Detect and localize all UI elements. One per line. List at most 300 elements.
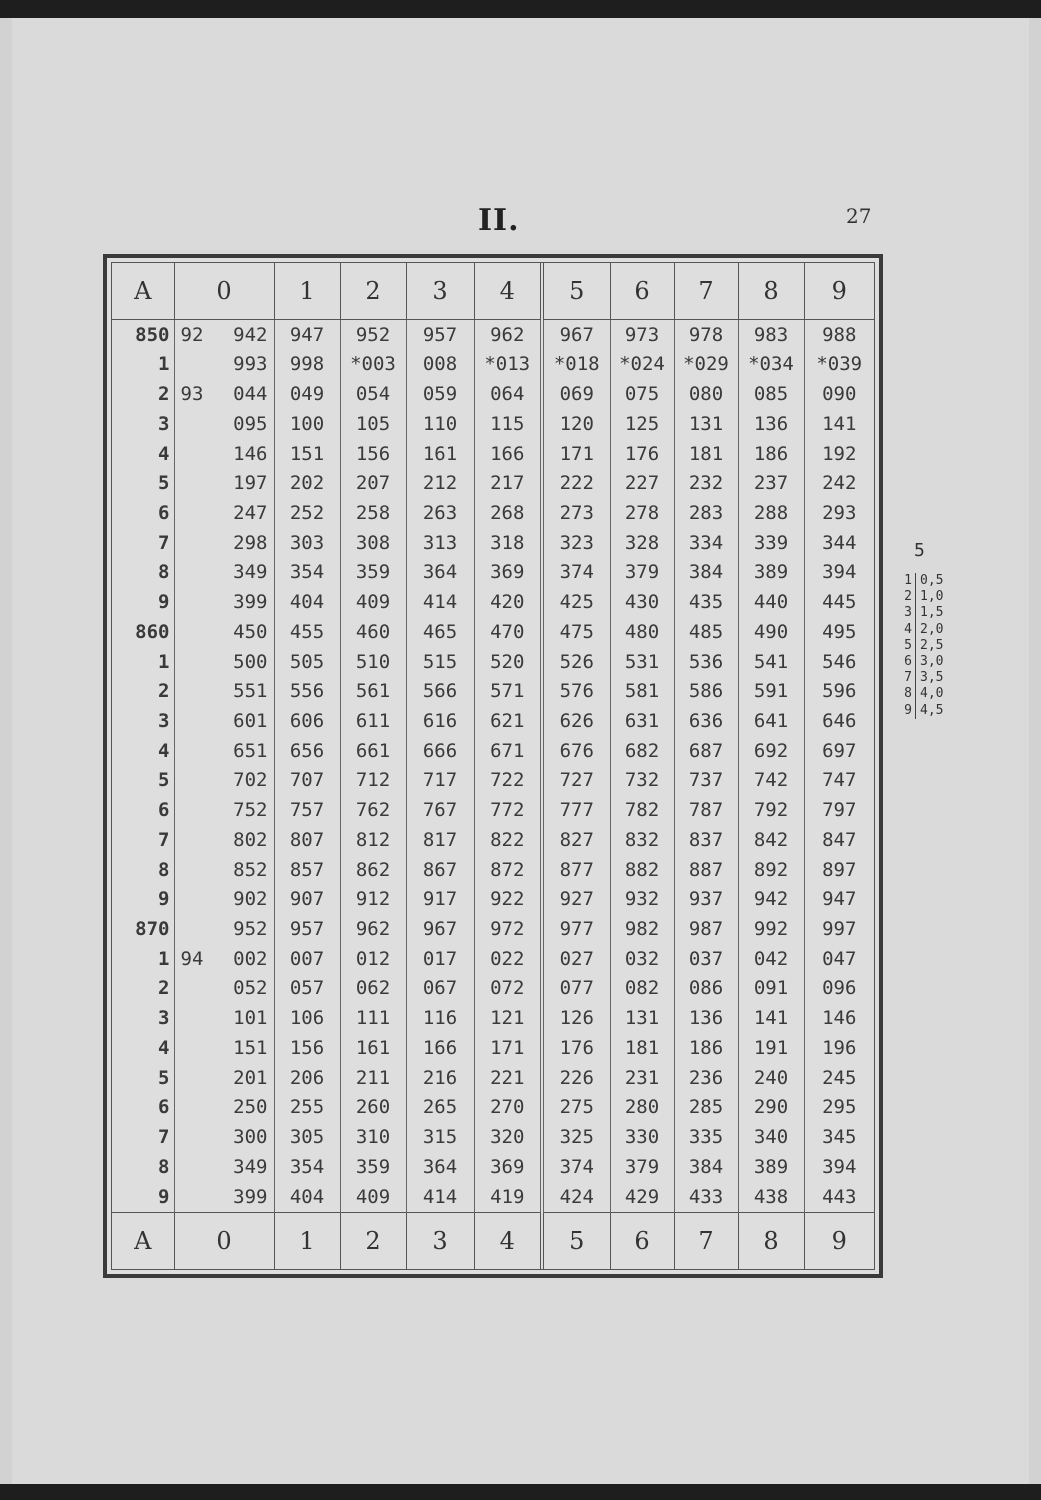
table-row	[112, 855, 874, 885]
mantissa-cell: 106	[274, 1004, 340, 1034]
mantissa-cell: *029	[674, 350, 738, 380]
mantissa-value: 802	[233, 828, 268, 851]
mantissa-cell: 017	[406, 944, 474, 974]
proportional-part-value: 4,0	[920, 686, 944, 702]
mantissa-cell	[174, 439, 274, 469]
row-argument: 7	[158, 828, 170, 851]
row-argument: 3	[158, 1007, 170, 1030]
table-body	[112, 320, 874, 1213]
mantissa-cell: 323	[542, 528, 610, 558]
mantissa-cell: 303	[274, 528, 340, 558]
mantissa-cell: *034	[738, 350, 804, 380]
proportional-part-row	[900, 622, 943, 638]
table-row	[112, 409, 874, 439]
mantissa-cell: 957	[406, 320, 474, 350]
mantissa-cell: 110	[406, 409, 474, 439]
mantissa-cell: 917	[406, 885, 474, 915]
mantissa-value: 146	[233, 442, 268, 465]
mantissa-cell: 082	[610, 974, 674, 1004]
mantissa-cell: 059	[406, 380, 474, 410]
proportional-parts	[900, 540, 943, 719]
mantissa-cell: 646	[804, 706, 874, 736]
mantissa-cell	[174, 647, 274, 677]
mantissa-cell: 566	[406, 677, 474, 707]
mantissa-cell: 832	[610, 825, 674, 855]
mantissa-cell: 273	[542, 498, 610, 528]
mantissa-cell: 712	[340, 766, 406, 796]
mantissa-cell: 318	[474, 528, 542, 558]
mantissa-cell	[174, 409, 274, 439]
mantissa-cell: 394	[804, 1152, 874, 1182]
mantissa-cell: 515	[406, 647, 474, 677]
mantissa-cell: 435	[674, 588, 738, 618]
mantissa-cell: 166	[474, 439, 542, 469]
mantissa-cell: 096	[804, 974, 874, 1004]
mantissa-cell: 430	[610, 588, 674, 618]
mantissa-cell: 697	[804, 736, 874, 766]
mantissa-cell: 121	[474, 1004, 542, 1034]
footer-row	[112, 1213, 874, 1270]
column-header-7: 6	[610, 263, 674, 320]
mantissa-cell: *024	[610, 350, 674, 380]
mantissa-cell: 057	[274, 974, 340, 1004]
mantissa-cell: 042	[738, 944, 804, 974]
table-row	[112, 617, 874, 647]
proportional-part-value: 2,0	[920, 621, 944, 637]
mantissa-cell: 692	[738, 736, 804, 766]
mantissa-cell: 136	[674, 1004, 738, 1034]
mantissa-cell: 067	[406, 974, 474, 1004]
mantissa-cell: 842	[738, 825, 804, 855]
mantissa-cell: 166	[406, 1033, 474, 1063]
table-row	[112, 1033, 874, 1063]
mantissa-value: 201	[233, 1066, 268, 1089]
row-argument: 9	[158, 591, 170, 614]
mantissa-cell: 822	[474, 825, 542, 855]
mantissa-cell: 221	[474, 1063, 542, 1093]
mantissa-cell: 222	[542, 469, 610, 499]
column-header-8: 7	[674, 263, 738, 320]
proportional-part-value: 4,5	[920, 702, 944, 718]
mantissa-cell: 687	[674, 736, 738, 766]
proportional-part-row	[900, 703, 943, 719]
mantissa-cell: 967	[542, 320, 610, 350]
mantissa-cell	[174, 944, 274, 974]
logarithm-table	[112, 263, 874, 1269]
mantissa-cell: 988	[804, 320, 874, 350]
mantissa-cell: 992	[738, 914, 804, 944]
mantissa-cell: 419	[474, 1182, 542, 1213]
mantissa-cell: 460	[340, 617, 406, 647]
mantissa-value: 450	[233, 620, 268, 643]
mantissa-cell: 490	[738, 617, 804, 647]
mantissa-cell: 621	[474, 706, 542, 736]
mantissa-cell: 278	[610, 498, 674, 528]
mantissa-cell: 270	[474, 1093, 542, 1123]
mantissa-value: 902	[233, 888, 268, 911]
mantissa-cell: 606	[274, 706, 340, 736]
mantissa-cell: 797	[804, 796, 874, 826]
row-argument: 5	[158, 769, 170, 792]
proportional-part-value: 2,5	[920, 637, 944, 653]
mantissa-cell: 285	[674, 1093, 738, 1123]
mantissa-cell: 308	[340, 528, 406, 558]
row-argument: 870	[135, 918, 170, 940]
mantissa-cell: 136	[738, 409, 804, 439]
table-row	[112, 1063, 874, 1093]
mantissa-cell: 787	[674, 796, 738, 826]
mantissa-cell: 747	[804, 766, 874, 796]
row-argument: 850	[135, 323, 170, 346]
mantissa-cell: 972	[474, 914, 542, 944]
mantissa-cell: 295	[804, 1093, 874, 1123]
mantissa-cell: 505	[274, 647, 340, 677]
mantissa-cell: 922	[474, 885, 542, 915]
mantissa-cell: 666	[406, 736, 474, 766]
mantissa-cell: 161	[340, 1033, 406, 1063]
proportional-part-row	[900, 573, 943, 589]
mantissa-cell: 661	[340, 736, 406, 766]
proportional-part-index: 9	[900, 703, 916, 719]
footer-header-1: 0	[174, 1213, 274, 1270]
mantissa-cell: 717	[406, 766, 474, 796]
row-argument: 6	[158, 799, 170, 822]
mantissa-cell	[174, 469, 274, 499]
mantissa-cell: 328	[610, 528, 674, 558]
column-header-9: 8	[738, 263, 804, 320]
mantissa-cell: 176	[610, 439, 674, 469]
mantissa-value: 044	[233, 383, 268, 406]
mantissa-cell: 962	[340, 914, 406, 944]
table-row	[112, 350, 874, 380]
mantissa-cell: 125	[610, 409, 674, 439]
mantissa-cell: 429	[610, 1182, 674, 1213]
header-row	[112, 263, 874, 320]
row-argument: 6	[158, 1096, 170, 1119]
proportional-part-value: 3,0	[920, 653, 944, 669]
leading-digits: 94	[180, 947, 204, 970]
mantissa-value: 702	[233, 769, 268, 792]
mantissa-cell: 561	[340, 677, 406, 707]
mantissa-cell: 072	[474, 974, 542, 1004]
row-argument: 1	[158, 353, 170, 376]
mantissa-cell: 186	[674, 1033, 738, 1063]
mantissa-cell	[174, 320, 274, 350]
row-argument: 4	[158, 442, 170, 465]
row-argument: 2	[158, 680, 170, 703]
mantissa-cell: 320	[474, 1122, 542, 1152]
mantissa-cell: 707	[274, 766, 340, 796]
table-row	[112, 498, 874, 528]
mantissa-cell: 762	[340, 796, 406, 826]
mantissa-cell: 927	[542, 885, 610, 915]
mantissa-cell: 656	[274, 736, 340, 766]
mantissa-cell: 091	[738, 974, 804, 1004]
mantissa-cell: 937	[674, 885, 738, 915]
mantissa-value: 002	[233, 947, 268, 970]
mantissa-value: 399	[233, 1185, 268, 1208]
mantissa-cell: 192	[804, 439, 874, 469]
mantissa-cell: 425	[542, 588, 610, 618]
mantissa-cell: 211	[340, 1063, 406, 1093]
mantissa-cell: 156	[274, 1033, 340, 1063]
table-row	[112, 1122, 874, 1152]
mantissa-cell: 978	[674, 320, 738, 350]
mantissa-cell: 510	[340, 647, 406, 677]
mantissa-cell: 161	[406, 439, 474, 469]
mantissa-cell: 641	[738, 706, 804, 736]
table-row	[112, 885, 874, 915]
mantissa-cell: 064	[474, 380, 542, 410]
footer-header-6: 5	[542, 1213, 610, 1270]
mantissa-cell: 631	[610, 706, 674, 736]
table-row	[112, 1152, 874, 1182]
mantissa-cell: 445	[804, 588, 874, 618]
mantissa-cell: 394	[804, 558, 874, 588]
mantissa-cell: 541	[738, 647, 804, 677]
mantissa-cell: 325	[542, 1122, 610, 1152]
mantissa-cell: 131	[674, 409, 738, 439]
mantissa-cell: 252	[274, 498, 340, 528]
mantissa-value: 151	[233, 1036, 268, 1059]
mantissa-cell: 236	[674, 1063, 738, 1093]
mantissa-cell: 872	[474, 855, 542, 885]
row-argument: 860	[135, 620, 170, 643]
mantissa-cell	[174, 914, 274, 944]
mantissa-cell: 131	[610, 1004, 674, 1034]
mantissa-cell: 374	[542, 558, 610, 588]
mantissa-cell: 671	[474, 736, 542, 766]
mantissa-cell: 596	[804, 677, 874, 707]
mantissa-cell	[174, 350, 274, 380]
proportional-part-row	[900, 589, 943, 605]
mantissa-cell: 027	[542, 944, 610, 974]
mantissa-cell: 090	[804, 380, 874, 410]
mantissa-cell: 404	[274, 588, 340, 618]
table-row	[112, 706, 874, 736]
proportional-part-index: 5	[900, 638, 916, 654]
mantissa-cell: 206	[274, 1063, 340, 1093]
mantissa-cell: 591	[738, 677, 804, 707]
mantissa-cell: 037	[674, 944, 738, 974]
row-argument: 2	[158, 977, 170, 1000]
page-title: II.	[478, 203, 520, 238]
mantissa-cell: 339	[738, 528, 804, 558]
mantissa-cell: 947	[274, 320, 340, 350]
mantissa-value: 993	[233, 353, 268, 376]
mantissa-cell: 998	[274, 350, 340, 380]
row-argument: 2	[158, 383, 170, 406]
table-inner-border	[111, 262, 875, 1270]
mantissa-cell: 226	[542, 1063, 610, 1093]
mantissa-cell: 947	[804, 885, 874, 915]
mantissa-cell: 526	[542, 647, 610, 677]
row-argument: 4	[158, 1036, 170, 1059]
mantissa-cell: 120	[542, 409, 610, 439]
row-argument: 1	[158, 947, 170, 970]
mantissa-cell: 240	[738, 1063, 804, 1093]
mantissa-cell	[174, 825, 274, 855]
proportional-part-index: 3	[900, 605, 916, 621]
proportional-part-index: 2	[900, 589, 916, 605]
mantissa-cell: 315	[406, 1122, 474, 1152]
mantissa-cell: 409	[340, 1182, 406, 1213]
mantissa-value: 349	[233, 561, 268, 584]
mantissa-cell: 032	[610, 944, 674, 974]
leading-digits: 92	[180, 323, 204, 346]
mantissa-cell: 265	[406, 1093, 474, 1123]
mantissa-cell: 586	[674, 677, 738, 707]
mantissa-value: 095	[233, 412, 268, 435]
mantissa-cell: 141	[804, 409, 874, 439]
mantissa-cell: 069	[542, 380, 610, 410]
mantissa-cell: 862	[340, 855, 406, 885]
table-row	[112, 469, 874, 499]
mantissa-cell: 062	[340, 974, 406, 1004]
mantissa-cell: 817	[406, 825, 474, 855]
mantissa-cell: 012	[340, 944, 406, 974]
mantissa-cell: 812	[340, 825, 406, 855]
column-header-5: 4	[474, 263, 542, 320]
mantissa-cell: 075	[610, 380, 674, 410]
mantissa-cell: 581	[610, 677, 674, 707]
row-argument: 9	[158, 1185, 170, 1208]
mantissa-cell: 626	[542, 706, 610, 736]
mantissa-cell: 495	[804, 617, 874, 647]
mantissa-value: 601	[233, 709, 268, 732]
leading-digits: 93	[180, 383, 204, 406]
table-row	[112, 736, 874, 766]
mantissa-cell: 576	[542, 677, 610, 707]
column-header-3: 2	[340, 263, 406, 320]
mantissa-cell	[174, 617, 274, 647]
mantissa-cell: 345	[804, 1122, 874, 1152]
mantissa-cell: 892	[738, 855, 804, 885]
row-argument: 7	[158, 531, 170, 554]
column-header-6: 5	[542, 263, 610, 320]
mantissa-cell: 742	[738, 766, 804, 796]
mantissa-cell	[174, 974, 274, 1004]
row-argument: 4	[158, 739, 170, 762]
mantissa-cell	[174, 1122, 274, 1152]
mantissa-value: 551	[233, 680, 268, 703]
mantissa-cell: 757	[274, 796, 340, 826]
mantissa-cell	[174, 588, 274, 618]
scan-top-edge	[0, 0, 1041, 18]
mantissa-cell: 077	[542, 974, 610, 1004]
proportional-part-index: 4	[900, 622, 916, 638]
footer-header-2: 1	[274, 1213, 340, 1270]
row-argument: 7	[158, 1126, 170, 1149]
footer-header-3: 2	[340, 1213, 406, 1270]
mantissa-cell: 420	[474, 588, 542, 618]
proportional-part-index: 8	[900, 686, 916, 702]
mantissa-cell: 313	[406, 528, 474, 558]
mantissa-cell: 227	[610, 469, 674, 499]
mantissa-cell	[174, 1004, 274, 1034]
mantissa-cell: 344	[804, 528, 874, 558]
table-row	[112, 914, 874, 944]
row-argument: 1	[158, 650, 170, 673]
mantissa-cell: 389	[738, 558, 804, 588]
mantissa-cell: 275	[542, 1093, 610, 1123]
mantissa-cell: 202	[274, 469, 340, 499]
row-argument: 6	[158, 501, 170, 524]
mantissa-cell: 212	[406, 469, 474, 499]
mantissa-cell: 354	[274, 558, 340, 588]
mantissa-cell: 280	[610, 1093, 674, 1123]
mantissa-cell	[174, 796, 274, 826]
mantissa-cell: 359	[340, 558, 406, 588]
mantissa-cell: *003	[340, 350, 406, 380]
mantissa-cell: 997	[804, 914, 874, 944]
mantissa-value: 752	[233, 799, 268, 822]
mantissa-cell: 085	[738, 380, 804, 410]
mantissa-cell: 465	[406, 617, 474, 647]
mantissa-cell: 389	[738, 1152, 804, 1182]
mantissa-cell	[174, 766, 274, 796]
mantissa-cell: 782	[610, 796, 674, 826]
mantissa-cell	[174, 1063, 274, 1093]
mantissa-cell: 475	[542, 617, 610, 647]
table-row	[112, 1182, 874, 1213]
mantissa-cell: 384	[674, 558, 738, 588]
table-row	[112, 588, 874, 618]
mantissa-cell: 897	[804, 855, 874, 885]
mantissa-cell: 116	[406, 1004, 474, 1034]
proportional-part-index: 6	[900, 654, 916, 670]
mantissa-value: 052	[233, 977, 268, 1000]
mantissa-value: 500	[233, 650, 268, 673]
mantissa-cell: 867	[406, 855, 474, 885]
footer-header-8: 7	[674, 1213, 738, 1270]
mantissa-cell: 827	[542, 825, 610, 855]
mantissa-cell: 777	[542, 796, 610, 826]
row-argument: 8	[158, 858, 170, 881]
mantissa-cell: 792	[738, 796, 804, 826]
mantissa-value: 952	[233, 918, 268, 940]
mantissa-cell: 310	[340, 1122, 406, 1152]
mantissa-cell	[174, 1182, 274, 1213]
table-row	[112, 528, 874, 558]
mantissa-cell	[174, 380, 274, 410]
mantissa-cell: 982	[610, 914, 674, 944]
mantissa-value: 197	[233, 472, 268, 495]
mantissa-cell: 115	[474, 409, 542, 439]
mantissa-cell: 732	[610, 766, 674, 796]
page-number: 27	[846, 204, 872, 228]
mantissa-cell: 255	[274, 1093, 340, 1123]
proportional-part-value: 1,0	[920, 589, 944, 605]
mantissa-cell: 676	[542, 736, 610, 766]
mantissa-cell: 156	[340, 439, 406, 469]
mantissa-cell	[174, 498, 274, 528]
mantissa-cell: 857	[274, 855, 340, 885]
mantissa-cell: 364	[406, 558, 474, 588]
mantissa-cell	[174, 528, 274, 558]
mantissa-cell: 217	[474, 469, 542, 499]
footer-header-10: 9	[804, 1213, 874, 1270]
mantissa-cell: 438	[738, 1182, 804, 1213]
mantissa-cell: 907	[274, 885, 340, 915]
mantissa-cell: 374	[542, 1152, 610, 1182]
mantissa-cell: 952	[340, 320, 406, 350]
mantissa-cell: 531	[610, 647, 674, 677]
mantissa-cell: 105	[340, 409, 406, 439]
proportional-parts-list	[900, 573, 943, 719]
mantissa-cell: 455	[274, 617, 340, 647]
proportional-part-index: 1	[900, 573, 916, 589]
